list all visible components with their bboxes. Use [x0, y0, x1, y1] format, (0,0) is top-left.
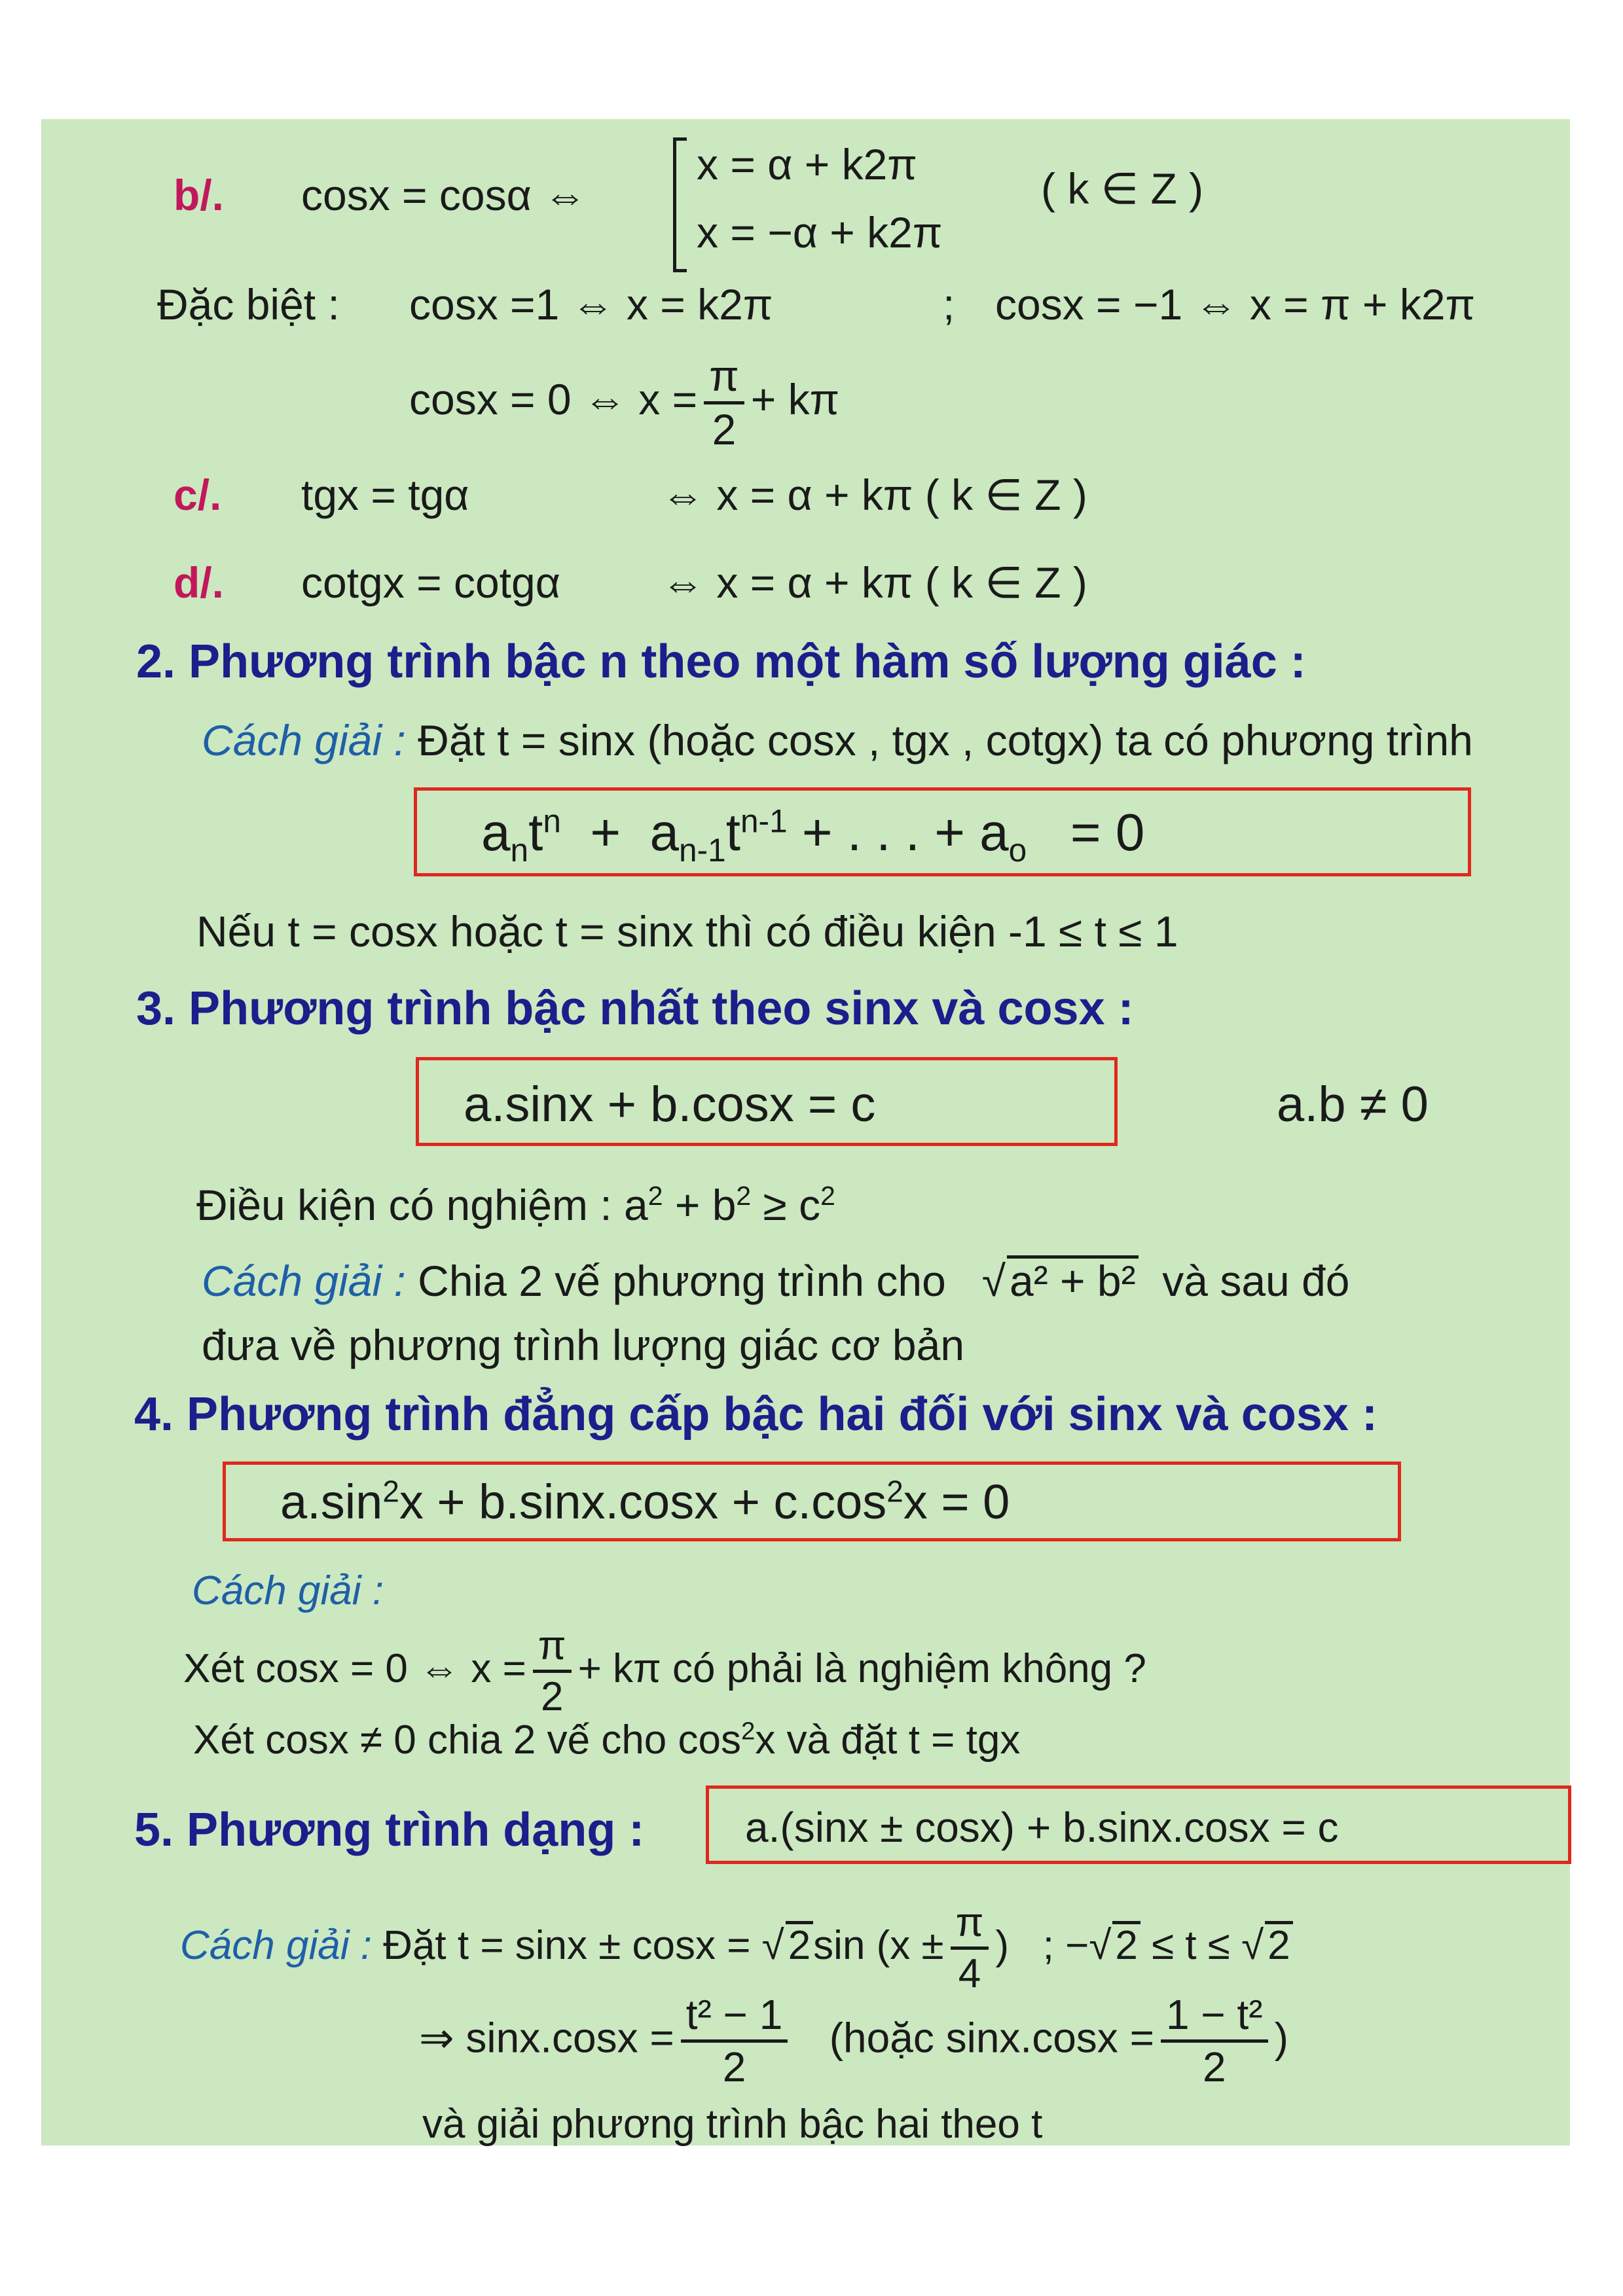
s5-range-pre: ; −: [1042, 1922, 1089, 1968]
heading-3: 3. Phương trình bậc nhất theo sinx và cosx :: [136, 982, 1134, 1035]
special-eq3: [409, 353, 839, 453]
frac-t2-minus-1: [681, 1993, 788, 2089]
frac-num: π: [533, 1624, 572, 1673]
frac-den: 4: [958, 1951, 981, 1997]
f2-eq: = 0: [1070, 803, 1145, 861]
label-c: c/.: [173, 471, 222, 519]
formula-2: [481, 802, 1145, 869]
special-label: Đặc biệt :: [157, 280, 340, 329]
eq-d-rhs: ⇔ x = α + kπ ( k ∈ Z ): [661, 558, 1087, 607]
s2-method-text: Đặt t = sinx (hoặc cosx , tgx , cotgx) ta có phương trình: [418, 716, 1473, 764]
s3-method-after: và sau đó: [1162, 1257, 1350, 1305]
frac-den: 2: [712, 405, 737, 454]
heading-4: 4. Phương trình đẳng cấp bậc hai đối với sinx và cosx :: [134, 1388, 1377, 1441]
s4-method-label: Cách giải :: [192, 1568, 384, 1613]
s4-line2-sq: 2: [741, 1717, 756, 1746]
s3-sq3: 2: [820, 1181, 835, 1211]
eq-b-cond: ( k ∈ Z ): [1041, 164, 1204, 213]
s5-result: [419, 1993, 1288, 2089]
s5-res-close: ): [1274, 2014, 1288, 2062]
f4-sq1: 2: [382, 1474, 399, 1509]
s2-method-label: Cách giải :: [202, 716, 406, 764]
heading-2: 2. Phương trình bậc n theo một hàm số lượng giác :: [136, 636, 1306, 688]
s5-last: và giải phương trình bậc hai theo t: [422, 2102, 1043, 2147]
frac-num: t² − 1: [681, 1993, 788, 2043]
eq-c-rhs: ⇔ x = α + kπ ( k ∈ Z ): [661, 471, 1087, 519]
frac-den: 2: [722, 2043, 746, 2091]
s4-line1: [183, 1624, 1146, 1718]
special-eq2: cosx = −1 ⇔ x = π + k2π: [995, 280, 1476, 329]
frac-pi-4: [951, 1901, 989, 1995]
s3-cond-pre: Điều kiện có nghiệm : a: [196, 1181, 648, 1229]
s4-line1-post: + kπ có phải là nghiệm không ?: [577, 1645, 1146, 1691]
s3-method: Cách giải : Chia 2 vế phương trình cho √a² + b² và sau đó: [202, 1257, 1350, 1305]
frac-pi-2-b: [533, 1624, 572, 1718]
s5-res-mid: (hoặc sinx.cosx =: [829, 2014, 1154, 2062]
s5-close: ): [995, 1922, 1009, 1968]
f4-sq2: 2: [886, 1474, 903, 1509]
f4-end: x = 0: [903, 1475, 1010, 1529]
special-sep: ;: [943, 280, 955, 329]
formula-4: [280, 1474, 1010, 1529]
s3-method-line2: đưa về phương trình lượng giác cơ bản: [202, 1321, 965, 1369]
s3-sq1: 2: [647, 1181, 663, 1211]
formula-3-side: a.b ≠ 0: [1277, 1077, 1429, 1132]
s2-condition: Nếu t = cosx hoặc t = sinx thì có điều kiện -1 ≤ t ≤ 1: [196, 907, 1178, 956]
s5-range-mid: ≤ t ≤: [1140, 1922, 1242, 1968]
frac-num: 1 − t²: [1161, 1993, 1268, 2043]
s3-method-label: Cách giải :: [202, 1257, 406, 1305]
f2-t2: t: [725, 803, 740, 861]
heading-5: 5. Phương trình dạng :: [134, 1804, 645, 1856]
s5-method: Cách giải : Đặt t = sinx ± cosx = √2sin (x ± $\frac{\pi}{4}$ ) ; −√2 ≤ t ≤ √2: [180, 1901, 1293, 1995]
frac-den: 2: [1202, 2043, 1226, 2091]
case-bracket: [673, 137, 687, 272]
s3-cond-mid: + b: [663, 1181, 737, 1229]
f2-rest: + . . . + a: [801, 803, 1009, 861]
special-eq3-pre: cosx = 0 ⇔ x =: [409, 375, 698, 424]
sqrt-a2-b2: a² + b²: [1007, 1255, 1139, 1304]
frac-pi-2: [704, 353, 744, 453]
s5-sin: sin (x ±: [813, 1922, 944, 1968]
f2-a: a: [481, 803, 511, 861]
eq-b-case1: x = α + k2π: [697, 140, 917, 188]
f2-t: t: [528, 803, 543, 861]
f4-a: a.sin: [280, 1475, 383, 1529]
frac-den: 2: [540, 1674, 564, 1720]
special-eq3-post: + kπ: [750, 375, 840, 424]
s3-sq2: 2: [736, 1181, 752, 1211]
label-b: b/.: [173, 171, 224, 219]
s3-cond-post: ≥ c: [751, 1181, 821, 1229]
frac-1-minus-t2: [1161, 1993, 1268, 2089]
s4-line2-pre: Xét cosx ≠ 0 chia 2 vế cho cos: [193, 1717, 741, 1763]
f4-mid: x + b.sinx.cosx + c.cos: [399, 1475, 887, 1529]
s3-method-text: Chia 2 vế phương trình cho: [418, 1257, 946, 1305]
frac-num: π: [704, 353, 744, 404]
f2-sup-n1: n-1: [740, 802, 788, 840]
sqrt2-b: 2: [1112, 1921, 1140, 1967]
s5-method-label: Cách giải :: [180, 1922, 372, 1968]
eq-d-lhs: cotgx = cotgα: [301, 558, 560, 607]
s5-res-pre: ⇒ sinx.cosx =: [419, 2014, 674, 2062]
s4-line1-pre: Xét cosx = 0 ⇔ x =: [183, 1645, 526, 1691]
s4-line2-post: x và đặt t = tgx: [755, 1717, 1021, 1763]
frac-num: π: [951, 1901, 989, 1950]
label-d: d/.: [173, 558, 224, 607]
formula-5: a.(sinx ± cosx) + b.sinx.cosx = c: [745, 1804, 1339, 1851]
sqrt2-c: 2: [1265, 1921, 1292, 1967]
s4-line2: [193, 1717, 1021, 1763]
f2-sub-n1: n-1: [679, 832, 726, 869]
eq-b-case2: x = −α + k2π: [697, 208, 943, 257]
f2-plus: +: [590, 803, 621, 861]
f2-a2: a: [649, 803, 680, 861]
eq-b-lhs: cosx = cosα ⇔: [301, 171, 587, 219]
s3-condition: [196, 1183, 835, 1227]
f2-sup-n: n: [543, 802, 561, 840]
f2-sub-0: o: [1008, 832, 1027, 869]
s5-method-pre: Đặt t = sinx ± cosx =: [383, 1922, 751, 1968]
sqrt2-a: 2: [786, 1921, 813, 1967]
s2-method: [202, 716, 1473, 764]
special-eq1: cosx =1 ⇔ x = k2π: [409, 280, 773, 329]
formula-3: a.sinx + b.cosx = c: [464, 1077, 876, 1132]
eq-c-lhs: tgx = tgα: [301, 471, 469, 519]
f2-sub-n: n: [510, 832, 529, 869]
